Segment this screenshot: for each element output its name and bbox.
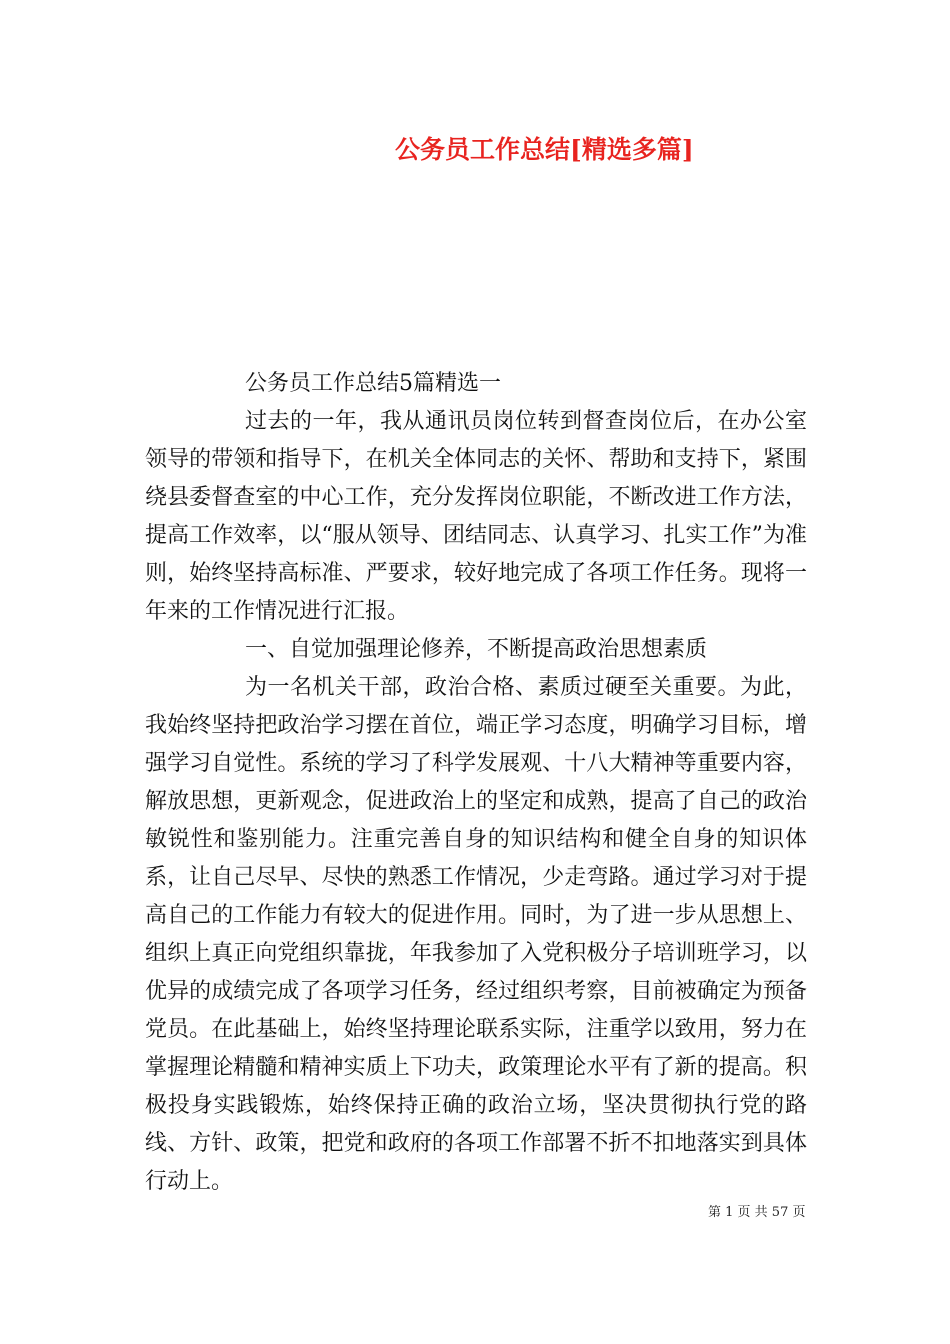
section-heading: 公务员工作总结5篇精选一 [245,371,501,396]
document-body [145,365,807,1201]
page-number: 第 1 页 共 57 页 [708,1205,806,1220]
paragraph-intro: 过去的一年，我从通讯员岗位转到督查岗位后，在办公室领导的带领和指导下，在机关全体同志的关怀、帮助和支持下，紧围绕县委督查室的中心工作，充分发挥岗位职能，不断改进工作方法，提高工作效率，以“服从领导、团结同志、认真学习、扎实工作”为准则，始终坚持高标准、严要求，较好地完成了各项工作任务。现将一年来的工作情况进行汇报。 [145,409,807,624]
subsection-heading: 一、自觉加强理论修养，不断提高政治思想素质 [245,637,708,662]
paragraph-body: 为一名机关干部，政治合格、素质过硬至关重要。为此，我始终坚持把政治学习摆在首位，端正学习态度，明确学习目标，增强学习自觉性。系统的学习了科学发展观、十八大精神等重要内容，解放思想，更新观念，促进政治上的坚定和成熟，提高了自己的政治敏锐性和鉴别能力。注重完善自身的知识结构和健全自身的知识体系，让自己尽早、尽快的熟悉工作情况，少走弯路。通过学习对于提高自己的工作能力有较大的促进作用。同时，为了进一步从思想上、组织上真正向党组织靠拢，年我参加了入党积极分子培训班学习，以优异的成绩完成了各项学习任务，经过组织考察，目前被确定为预备党员。在此基础上，始终坚持理论联系实际，注重学以致用，努力在掌握理论精髓和精神实质上下功夫，政策理论水平有了新的提高。积极投身实践锻炼，始终保持正确的政治立场，坚决贯彻执行党的路线、方针、政策，把党和政府的各项工作部署不折不扣地落实到具体行动上。 [145,675,807,1194]
document-title: 公务员工作总结[精选多篇] [395,135,694,164]
